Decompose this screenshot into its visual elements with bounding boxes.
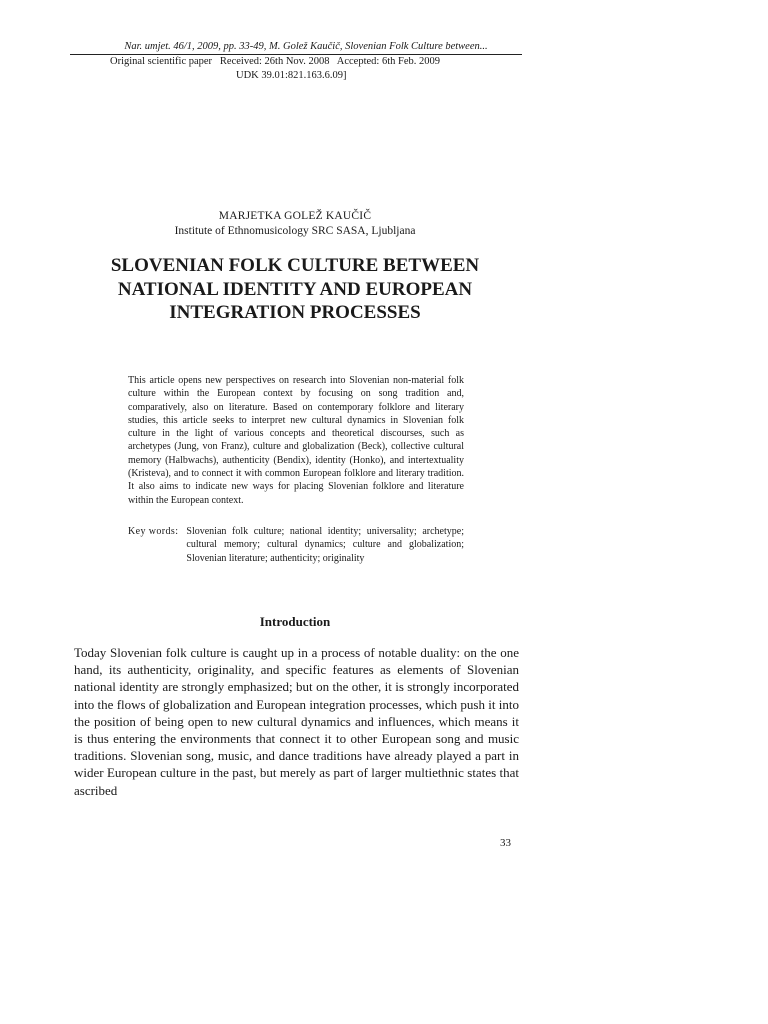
keywords-label: Key words: [128, 526, 179, 537]
running-head: Nar. umjet. 46/1, 2009, pp. 33-49, M. Golež Kaučič, Slovenian Folk Culture between... [124, 41, 488, 52]
abstract: This article opens new perspectives on research into Slovenian non-material folk culture within the European context by focusing on song tradition and, comparatively, also on literature. Based on contemporary folklore and literary studies, this article seeks to interpret new cultural dynamics in Slovenian folk culture in the light of various concepts and theoretical discourses, such as archetypes (Jung, von Franz), culture and globalization (Beck), collective cultural memory (Halbwachs), authenticity (Bendix), identity (Honko), and intertextuality (Kristeva), and to connect it with common European folklore and literary tradition. It also aims to indicate new ways for placing Slovenian folklore and literature within the European context. [128, 375, 464, 506]
keywords-list: Slovenian folk culture; national identity; universality; archetype; cultural memory; cultural dynamics; culture and globalization; Slovenian literature; authenticity; originality [186, 526, 464, 564]
article-title: SLOVENIAN FOLK CULTURE BETWEEN NATIONAL IDENTITY AND EUROPEAN INTEGRATION PROCESSES [110, 255, 480, 323]
author-name: MARJETKA GOLEŽ KAUČIČ [218, 210, 372, 222]
introduction-paragraph: Today Slovenian folk culture is caught up in a process of notable duality: on the one hand, its authenticity, originality, and specific features as elements of Slovenian national identity are strongly emphasized; but on the other, it is strongly incorporated into the flows of globalization and European integration processes, which push it into the position of being open to new cultural dynamics and influences, which means it is thus entering the environments that connect it to other European song and music traditions. Slovenian song, music, and dance traditions have already played a part in wider European culture in the past, but merely as part of larger multiethnic states that ascribed [74, 645, 519, 798]
page-number: 33 [500, 837, 511, 849]
keywords-block [128, 525, 464, 565]
author-affiliation: Institute of Ethnomusicology SRC SASA, Ljubljana [174, 225, 416, 237]
section-heading-introduction: Introduction [259, 614, 331, 629]
paper-metadata: Original scientific paper Received: 26th Nov. 2008 Accepted: 6th Feb. 2009 [110, 56, 440, 67]
udk-code: UDK 39.01:821.163.6.09] [236, 70, 347, 81]
